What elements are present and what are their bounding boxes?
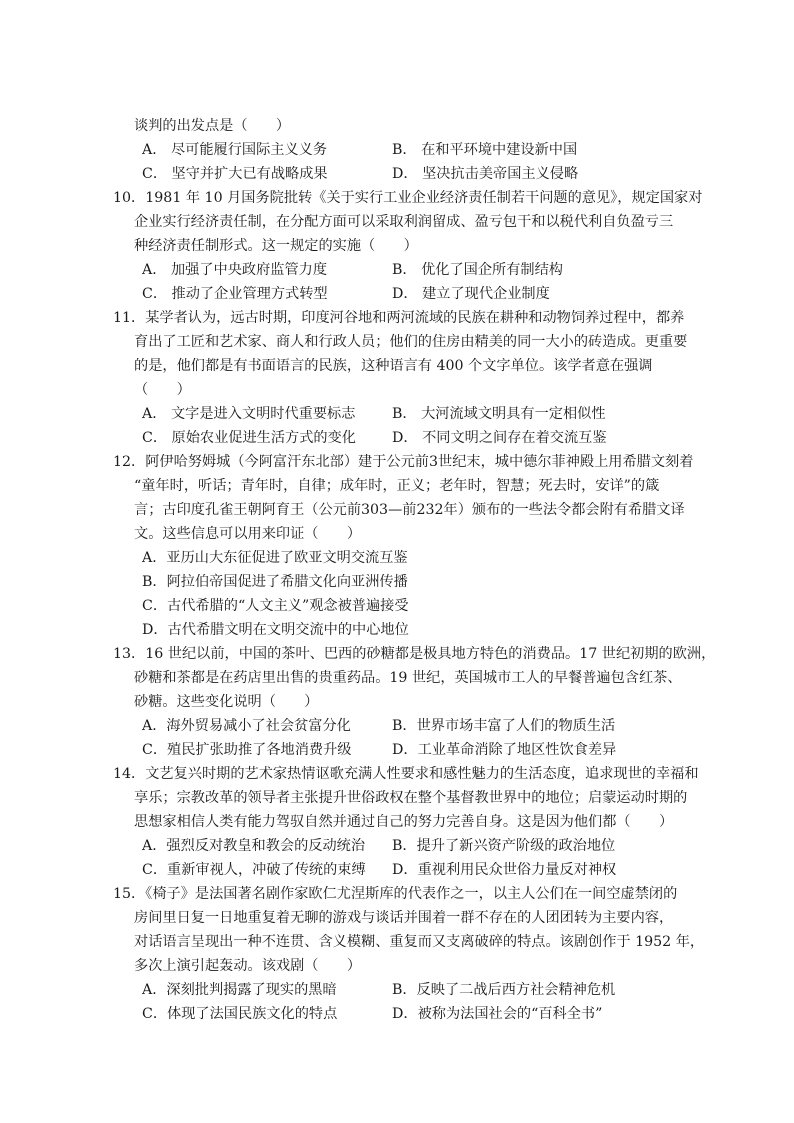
question-stem-line: 言；古印度孔雀王朝阿育王（公元前303—前232年）颁布的一些法令都会附有希腊文译: [134, 502, 685, 518]
option-a: A．海外贸易减小了社会贫富分化: [142, 718, 351, 734]
option-c: C．体现了法国民族文化的特点: [142, 1006, 338, 1022]
option-d: D． 不同文明之间存在着交流互鉴: [392, 430, 607, 446]
question-stem-line: 思想家相信人类有能力驾驭自然并通过自己的努力完善自身。这是因为他们都（ ）: [134, 814, 674, 830]
option-b: B．反映了二战后西方社会精神危机: [392, 982, 616, 998]
option-d: D． 建立了现代企业制度: [392, 286, 550, 302]
option-b: B． 在和平环境中建设新中国: [392, 142, 578, 158]
question-stem-line: 砂糖和茶都是在药店里出售的贵重药品。19 世纪，英国城市工人的早餐普遍包含红茶、: [134, 670, 682, 686]
question-stem-line: 砂糖。这些变化说明（ ）: [134, 694, 319, 710]
option-d: D．工业革命消除了地区性饮食差异: [392, 742, 617, 758]
option-a: A．深刻批判揭露了现实的黑暗: [142, 982, 337, 998]
option-c: C．古代希腊的“人文主义”观念被普遍接受: [142, 598, 409, 614]
question-stem-line: 12．阿伊哈努姆城（今阿富汗东北部）建于公元前3世纪末，城中德尔菲神殿上用希腊文刻着: [113, 454, 694, 470]
option-d: D．被称为法国社会的“百科全书”: [392, 1006, 603, 1022]
question-stem-line: 种经济责任制形式。这一规定的实施（ ）: [134, 238, 418, 254]
option-a: A．亚历山大东征促进了欧亚文明交流互鉴: [142, 550, 408, 566]
question-stem-line: 育出了工匠和艺术家、商人和行政人员；他们的住房由精美的同一大小的砖造成。更重要: [134, 334, 688, 350]
option-c: C．重新审视人，冲破了传统的束缚: [142, 862, 366, 878]
option-b: B．世界市场丰富了人们的物质生活: [392, 718, 616, 734]
option-a: A． 加强了中央政府监管力度: [142, 262, 328, 278]
question-stem-line: （ ）: [134, 382, 191, 398]
question-stem-line: 14．文艺复兴时期的艺术家热情讴歌充满人性要求和感性魅力的生活态度，追求现世的幸福和: [113, 766, 699, 782]
option-d: D．重视利用民众世俗力量反对神权: [392, 862, 617, 878]
option-b: B．提升了新兴资产阶级的政治地位: [392, 838, 616, 854]
option-b: B．阿拉伯帝国促进了希腊文化向亚洲传播: [142, 574, 408, 590]
question-stem-line: “童年时，听话；青年时，自律；成年时，正义；老年时，智慧；死去时，安详”的箴: [134, 478, 660, 494]
question-stem-line: 企业实行经济责任制，在分配方面可以采取利润留成、盈亏包干和以税代利自负盈亏三: [134, 214, 674, 230]
question-stem-line: 11．某学者认为，远古时期，印度河谷地和两河流域的民族在耕种和动物饲养过程中，都养: [113, 310, 685, 326]
option-d: D．古代希腊文明在文明交流中的中心地位: [142, 622, 409, 638]
question-stem-line: 10．1981 年 10 月国务院批转《关于实行工业企业经济责任制若干问题的意见》，规定国家对: [113, 190, 703, 206]
question-stem-line: 谈判的出发点是（ ）: [134, 118, 291, 134]
option-c: C． 推动了企业管理方式转型: [142, 286, 328, 302]
option-b: B． 优化了国企所有制结构: [392, 262, 563, 278]
option-c: C． 原始农业促进生活方式的变化: [142, 430, 356, 446]
option-b: B． 大河流域文明具有一定相似性: [392, 406, 606, 422]
option-a: A． 尽可能履行国际主义义务: [142, 142, 328, 158]
option-a: A． 文字是进入文明时代重要标志: [142, 406, 356, 422]
question-stem-line: 房间里日复一日地重复着无聊的游戏与谈话并围着一群不存在的人团团转为主要内容，: [134, 910, 674, 926]
question-stem-line: 享乐；宗教改革的领导者主张提升世俗政权在整个基督教世界中的地位；启蒙运动时期的: [134, 790, 688, 806]
question-stem-line: 多次上演引起轰动。该戏剧（ ）: [134, 958, 362, 974]
option-a: A．强烈反对教皇和教会的反动统治: [142, 838, 366, 854]
option-c: C． 坚守并扩大已有战略成果: [142, 166, 328, 182]
option-c: C．殖民扩张助推了各地消费升级: [142, 742, 352, 758]
question-stem-line: 文。这些信息可以用来印证（ ）: [134, 526, 362, 542]
question-stem-line: 的是，他们都是有书面语言的民族，这种语言有 400 个文字单位。该学者意在强调: [134, 358, 653, 374]
question-stem-line: 对话语言呈现出一种不连贯、含义模糊、重复而又支离破碎的特点。该剧创作于 1952 年，: [134, 934, 705, 950]
question-stem-line: 13．16 世纪以前，中国的茶叶、巴西的砂糖都是极具地方特色的消费品。17 世纪初期的欧洲，: [113, 646, 716, 662]
option-d: D． 坚决抗击美帝国主义侵略: [392, 166, 579, 182]
question-stem-line: 15．《椅子》是法国著名剧作家欧仁尤涅斯库的代表作之一，以主人公们在一间空虚禁闭的: [113, 886, 678, 902]
